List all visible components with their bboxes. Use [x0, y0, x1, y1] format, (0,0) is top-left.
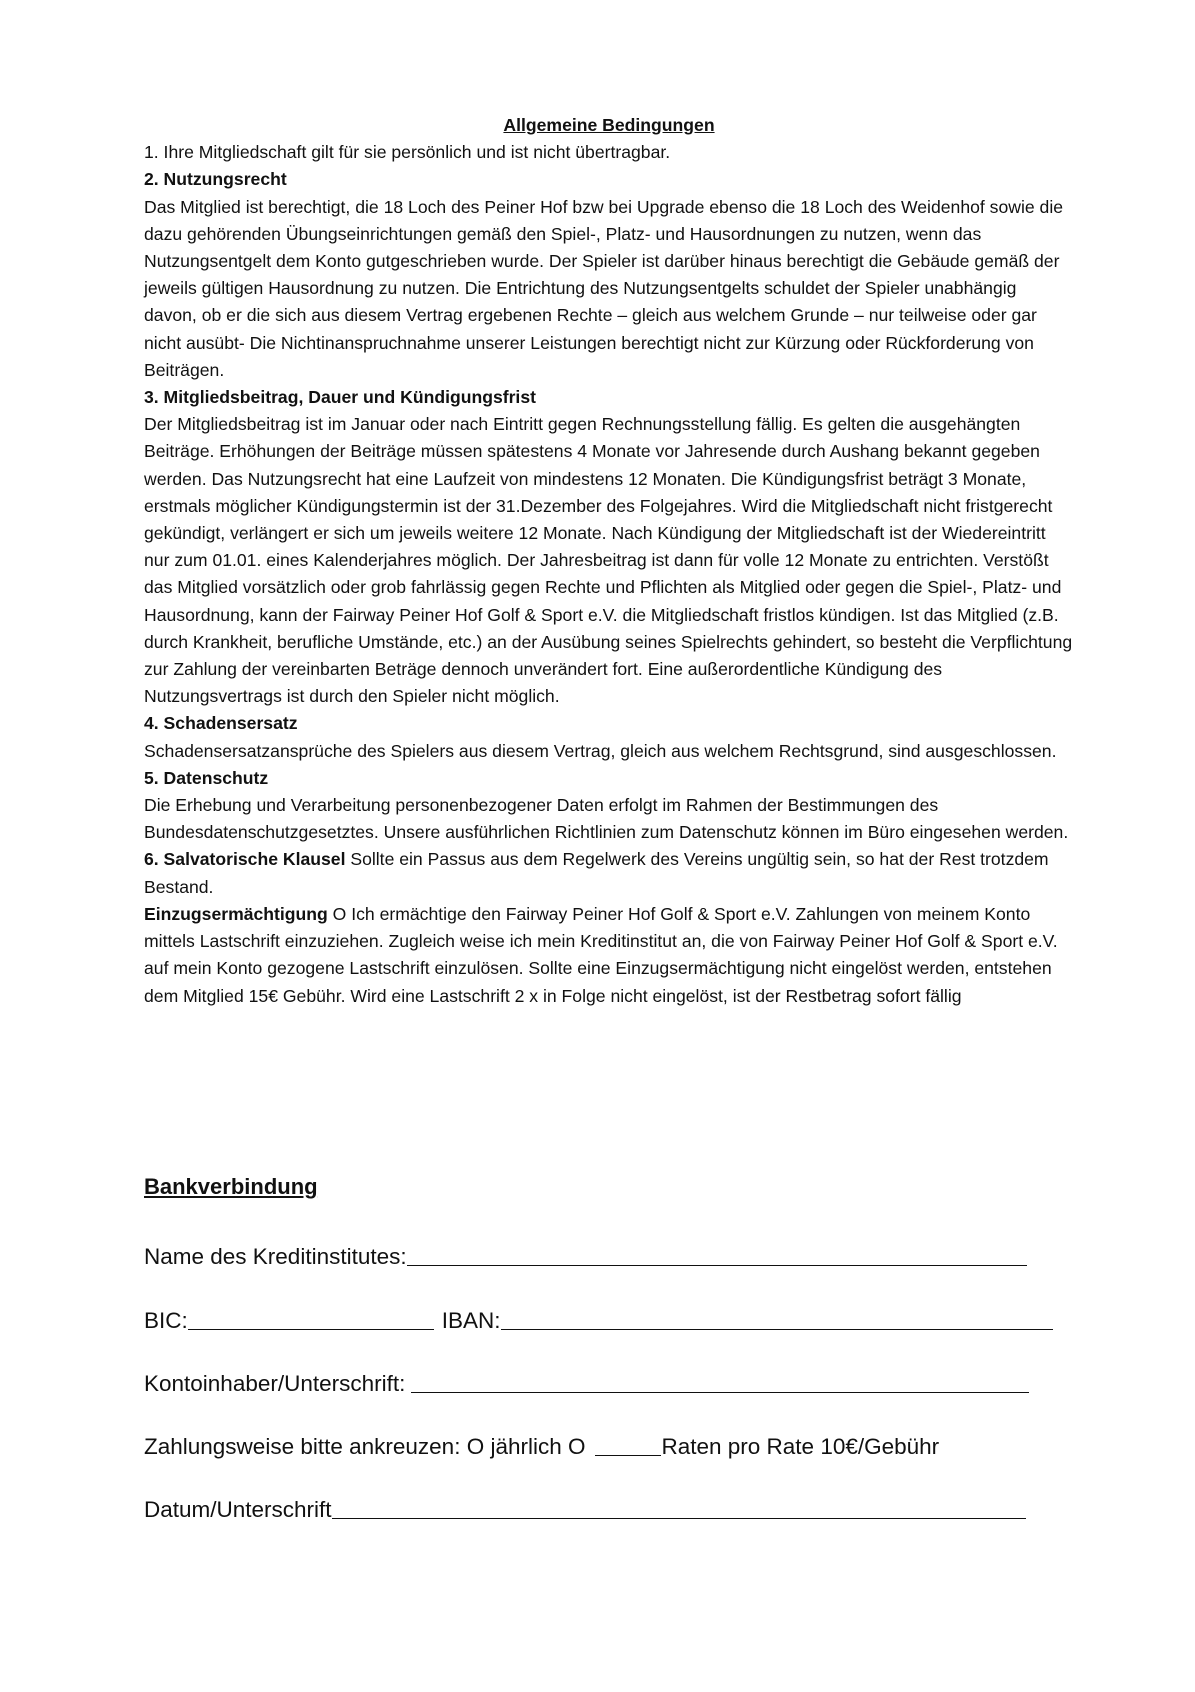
section-5-text: Die Erhebung und Verarbeitung personenbezogener Daten erfolgt im Rahmen der Bestimmungen des Bundesdatenschutzgesetztes. Unsere ausführlichen Richtlinien zum Datenschutz können im Büro eingesehen werden. [144, 795, 1069, 843]
datum-row [144, 1497, 1026, 1523]
document-title: Allgemeine Bedingungen [503, 115, 715, 135]
datum-label: Datum/Unterschrift [144, 1497, 332, 1522]
kreditinstitut-field[interactable] [407, 1264, 1027, 1266]
iban-field[interactable] [501, 1328, 1053, 1330]
section-6 [144, 846, 1074, 900]
raten-count-field[interactable] [595, 1454, 661, 1456]
section-3-heading: 3. Mitgliedsbeitrag, Dauer und Kündigungsfrist [144, 387, 536, 408]
zahlungsweise-row [144, 1434, 939, 1460]
kontoinhaber-label: Kontoinhaber/Unterschrift: [144, 1371, 406, 1396]
section-2-text: Das Mitglied ist berechtigt, die 18 Loch des Peiner Hof bzw bei Upgrade ebenso die 18 Loch des Weidenhof sowie die dazu gehörenden Übungseinrichtungen gemäß den Spiel-, Platz- und Hausordnungen zu nutzen, wenn das Nutzungsentgelt dem Konto gutgeschrieben wurde. Der Spieler ist darüber hinaus berechtigt die Gebäude gemäß der jeweils gültigen Hausordnung zu nutzen. Die Entrichtung des Nutzungsentgelts schuldet der Spieler unabhängig davon, ob er die sich aus diesem Vertrag ergebenen Rechte – gleich aus welchem Grunde – nur teilweise oder gar nicht ausübt- Die Nichtinanspruchnahme unserer Leistungen berechtigt nicht zur Kürzung oder Rückforderung von Beiträgen. [144, 196, 1064, 380]
section-2-heading: 2. Nutzungsrecht [144, 169, 287, 190]
bic-field[interactable] [188, 1328, 434, 1330]
bic-iban-row [144, 1308, 1053, 1334]
kreditinstitut-label: Name des Kreditinstitutes: [144, 1244, 407, 1269]
iban-label: IBAN: [441, 1308, 501, 1333]
terms-body [144, 112, 1074, 1010]
section-3-text: Der Mitgliedsbeitrag ist im Januar oder nach Eintritt gegen Rechnungsstellung fällig. Es gelten die ausgehängten Beiträge. Erhöhungen der Beiträge müssen spätestens 4 Monate vor Jahresende durch Aushang bekannt gegeben werden. Das Nutzungsrecht hat eine Laufzeit von mindestens 12 Monaten. Die Kündigungsfrist beträgt 3 Monate, erstmals möglicher Kündigungstermin ist der 31.Dezember des Folgejahres. Wird die Mitgliedschaft nicht fristgerecht gekündigt, verlängert er sich um jeweils weitere 12 Monate. Nach Kündigung der Mitgliedschaft ist der Wiedereintritt nur zum 01.01. eines Kalenderjahres möglich. Der Jahresbeitrag ist dann für volle 12 Monate zu entrichten. Verstößt das Mitglied vorsätzlich oder grob fahrlässig gegen Rechte und Pflichten als Mitglied oder gegen die Spiel-, Platz- und Hausordnung, kann der Fairway Peiner Hof Golf & Sport e.V. die Mitgliedschaft fristlos kündigen. Ist das Mitglied (z.B. durch Krankheit, berufliche Umstände, etc.) an der Ausübung seines Spielrechts gehindert, so besteht die Verpflichtung zur Zahlung der vereinbarten Beträge dennoch unverändert fort. Eine außerordentliche Kündigung des Nutzungsvertrags ist durch den Spieler nicht möglich. [144, 414, 1073, 707]
kreditinstitut-row [144, 1244, 1027, 1270]
einzug-text: O Ich ermächtige den Fairway Peiner Hof Golf & Sport e.V. Zahlungen von meinem Konto mittels Lastschrift einzuziehen. Zugleich weise ich mein Kreditinstitut an, die von Fairway Peiner Hof Golf & Sport e.V. auf mein Konto gezogene Lastschrift einzulösen. Sollte eine Einzugsermächtigung nicht eingelöst werden, entstehen dem Mitglied 15€ Gebühr. Wird eine Lastschrift 2 x in Folge nicht eingelöst, ist der Restbetrag sofort fällig [144, 903, 1058, 1006]
section-1-text: 1. Ihre Mitgliedschaft gilt für sie persönlich und ist nicht übertragbar. [144, 142, 671, 163]
kontoinhaber-row [144, 1371, 1029, 1397]
section-6-heading: 6. Salvatorische Klausel [144, 849, 346, 870]
section-6-text: Sollte ein Passus aus dem Regelwerk des Vereins ungültig sein, so hat der Rest trotzdem Bestand. [144, 849, 1049, 897]
section-4-heading: 4. Schadensersatz [144, 713, 298, 734]
raten-label: Raten pro Rate 10€/Gebühr [661, 1434, 940, 1459]
zahlungsweise-label: Zahlungsweise bitte ankreuzen: O jährlich O [144, 1434, 586, 1459]
einzug-section [144, 901, 1074, 1010]
kontoinhaber-field[interactable] [411, 1391, 1029, 1393]
section-5-heading: 5. Datenschutz [144, 767, 269, 788]
einzug-heading: Einzugsermächtigung [144, 903, 328, 924]
datum-signature-field[interactable] [332, 1517, 1026, 1519]
bic-label: BIC: [144, 1308, 188, 1333]
section-4-text: Schadensersatzansprüche des Spielers aus diesem Vertrag, gleich aus welchem Rechtsgrund, sind ausgeschlossen. [144, 740, 1057, 761]
bank-heading: Bankverbindung [144, 1174, 318, 1199]
